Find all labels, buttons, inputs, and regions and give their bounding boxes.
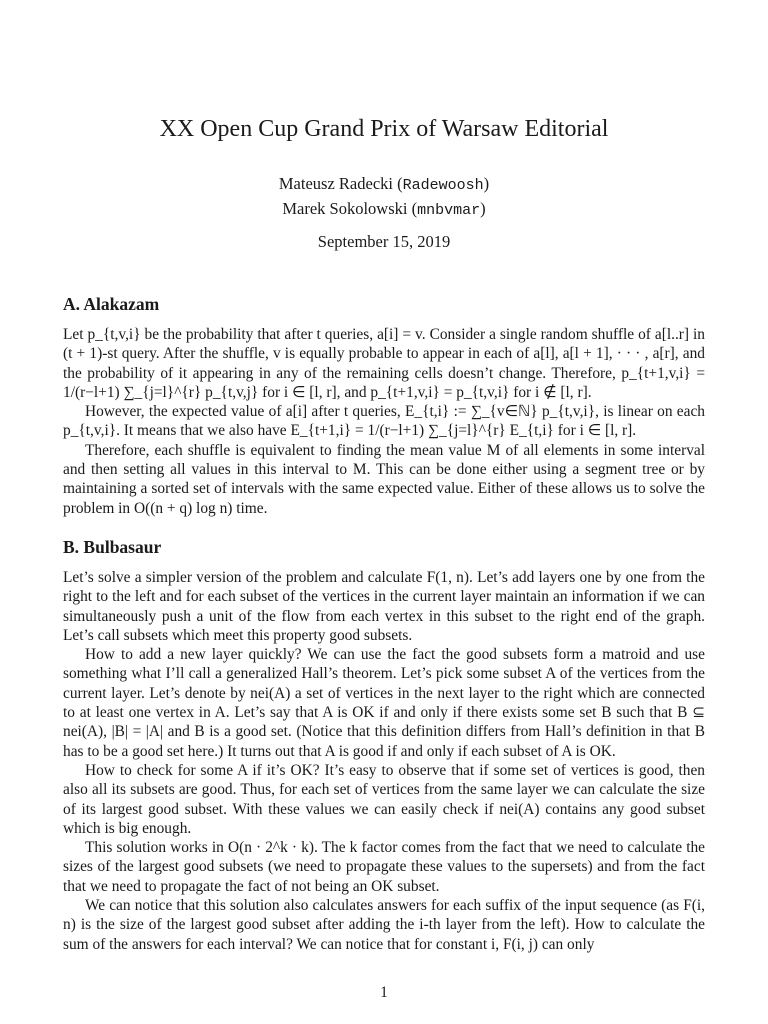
author-1: Mateusz Radecki (Radewoosh) (278, 174, 490, 194)
paragraph: Let’s solve a simpler version of the problem and calculate F(1, n). Let’s add layers one by one from the right to the left and for each subset of the vertices in the current layer maintain an information if we can simultaneously push a unit of the flow from each vertex in this subset to the right end of the graph. Let’s call subsets which meet this property good subsets. (63, 569, 705, 644)
paragraph: This solution works in O(n · 2^k · k). The k factor comes from the fact that we need to calculate the sizes of the largest good subsets (we need to propagate these values to the supersets) and from the fact that we need to propagate the fact of not being an OK subset. (63, 839, 705, 895)
section-a-body (63, 325, 705, 518)
author-2: Marek Sokolowski (mnbvmar) (282, 199, 486, 219)
paragraph: We can notice that this solution also calculates answers for each suffix of the input sequence (as F(i, n) is the size of the largest good subset after adding the i-th layer from the left). How to calculate the sum of the answers for each interval? We can notice that for constant i, F(i, j) can only (63, 897, 705, 953)
paper-title: XX Open Cup Grand Prix of Warsaw Editorial (159, 116, 609, 142)
section-heading-b: B. Bulbasaur (63, 537, 162, 557)
paragraph: Therefore, each shuffle is equivalent to finding the mean value M of all elements in some interval and then setting all values in this interval to M. This can be done either using a segment tree or by maintaining a sorted set of intervals with the same expected value. Either of these allows us to solve the problem in O((n + q) log n) time. (63, 441, 705, 517)
paragraph: Let p_{t,v,i} be the probability that after t queries, a[i] = v. Consider a single random shuffle of a[l..r] in (t + 1)-st query. After the shuffle, v is equally probable to appear in each of a[l], a[l + 1], · · · , a[r], and the probability of it appearing in any of the remaining cells doesn’t change. Therefore, p_{t+1,v,i} = 1/(r−l+1) ∑_{j=l}^{r} p_{t,v,j} for i ∈ [l, r], and p_{t+1,v,i} = p_{t,v,i} for i ∉ [l, r]. (63, 326, 705, 401)
section-heading-a: A. Alakazam (63, 294, 160, 314)
paragraph: How to check for some A if it’s OK? It’s easy to observe that if some set of vertices is good, then also all its subsets are good. Thus, for each set of vertices from the same layer we can calculate the size of its largest good subset. With these values we can easily check if nei(A) contains any good subset which is big enough. (63, 761, 705, 837)
author-list (0, 172, 768, 222)
page-number: 1 (380, 984, 388, 1001)
section-b-body (63, 568, 705, 954)
author-name: Marek Sokolowski ( (282, 199, 418, 218)
paragraph: However, the expected value of a[i] after t queries, E_{t,i} := ∑_{v∈ℕ} p_{t,v,i}, is linear on each p_{t,v,i}. It means that we also have E_{t+1,i} = 1/(r−l+1) ∑_{j=l}^{r} E_{t,i} for i ∈ [l, r]. (63, 403, 705, 440)
author-handle: Radewoosh (402, 177, 484, 194)
publication-date: September 15, 2019 (317, 232, 451, 251)
author-handle: mnbvmar (417, 202, 481, 219)
paragraph: How to add a new layer quickly? We can use the fact the good subsets form a matroid and use something what I’ll call a generalized Hall’s theorem. Let’s pick some subset A of the vertices from the current layer. Let’s denote by nei(A) a set of vertices in the next layer to the right which are connected to at least one vertex in A. Let’s say that A is OK if and only if there exists some set B such that B ⊆ nei(A), |B| = |A| and B is a good set. (Notice that this definition differs from Hall’s definition in that B has to be a good set here.) It turns out that A is good if and only if each subset of A is OK. (63, 646, 705, 760)
author-name: Mateusz Radecki ( (278, 174, 403, 193)
